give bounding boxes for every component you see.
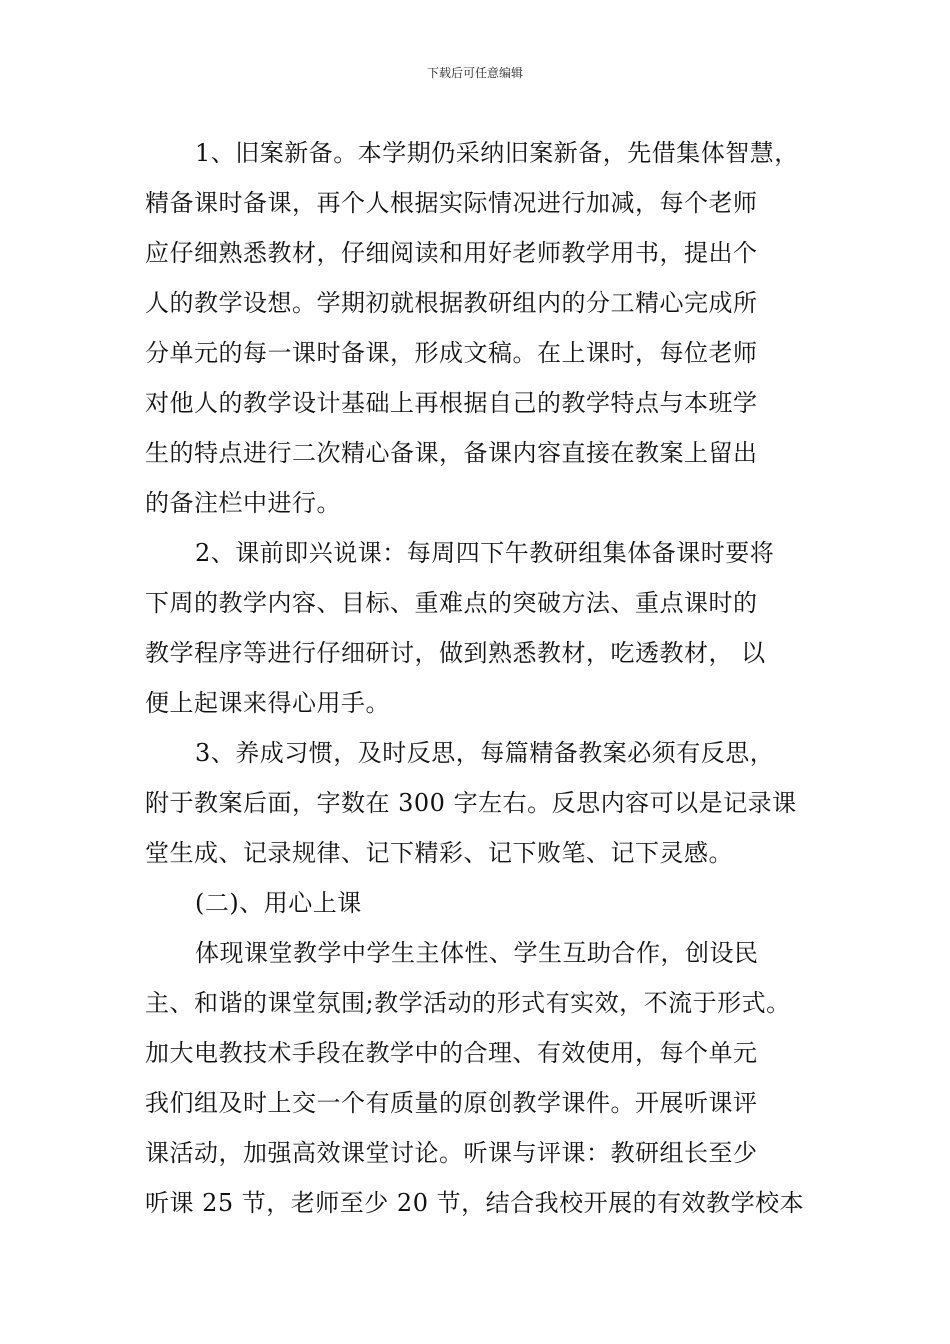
text-line: 加大电教技术手段在教学中的合理、有效使用，每个单元 [145,1039,758,1067]
text-line: 应仔细熟悉教材，仔细阅读和用好老师教学用书，提出个 [145,239,758,267]
text-line: 生的特点进行二次精心备课，备课内容直接在教案上留出 [145,439,758,467]
section-heading-text: (二)、用心上课 [195,889,362,917]
text-line: 体现课堂教学中学生主体性、学生互助合作，创设民 [195,939,759,967]
text-line: 人的教学设想。学期初就根据教研组内的分工精心完成所 [145,289,758,317]
text-line: 精备课时备课，再个人根据实际情况进行加减，每个老师 [145,189,758,217]
text-line: 对他人的教学设计基础上再根据自己的教学特点与本班学 [145,389,758,417]
text-line: 课活动，加强高效课堂讨论。听课与评课：教研组长至少 [145,1139,758,1167]
text-line: 我们组及时上交一个有质量的原创教学课件。开展听课评 [145,1089,758,1117]
document-body [145,128,815,1228]
text-line: 听课 25 节，老师至少 20 节，结合我校开展的有效教学校本 [145,1189,805,1217]
paragraph-reflection-habit [145,728,815,878]
page-header-note: 下载后可任意编辑 [426,66,523,80]
text-line: 1、旧案新备。本学期仍采纳旧案新备，先借集体智慧， [195,139,799,167]
text-line: 3、养成习惯，及时反思，每篇精备教案必须有反思， [195,739,775,767]
text-line: 下周的教学内容、目标、重难点的突破方法、重点课时的 [145,589,758,617]
paragraph-old-plans [145,128,815,528]
text-line: 的备注栏中进行。 [145,489,341,517]
text-line: 堂生成、记录规律、记下精彩、记下败笔、记下灵感。 [145,839,733,867]
text-line: 主、和谐的课堂氛围;教学活动的形式有实效，不流于形式。 [145,989,791,1017]
text-line: 教学程序等进行仔细研讨，做到熟悉教材，吃透教材， 以 [145,639,766,667]
text-line: 分单元的每一课时备课，形成文稿。在上课时，每位老师 [145,339,758,367]
section-heading [145,878,815,928]
text-line: 附于教案后面，字数在 300 字左右。反思内容可以是记录课 [145,789,797,817]
paragraph-class-teaching [145,928,815,1228]
paragraph-pre-class-talk [145,528,815,728]
text-line: 2、课前即兴说课：每周四下午教研组集体备课时要将 [195,539,775,567]
text-line: 便上起课来得心用手。 [145,689,390,717]
